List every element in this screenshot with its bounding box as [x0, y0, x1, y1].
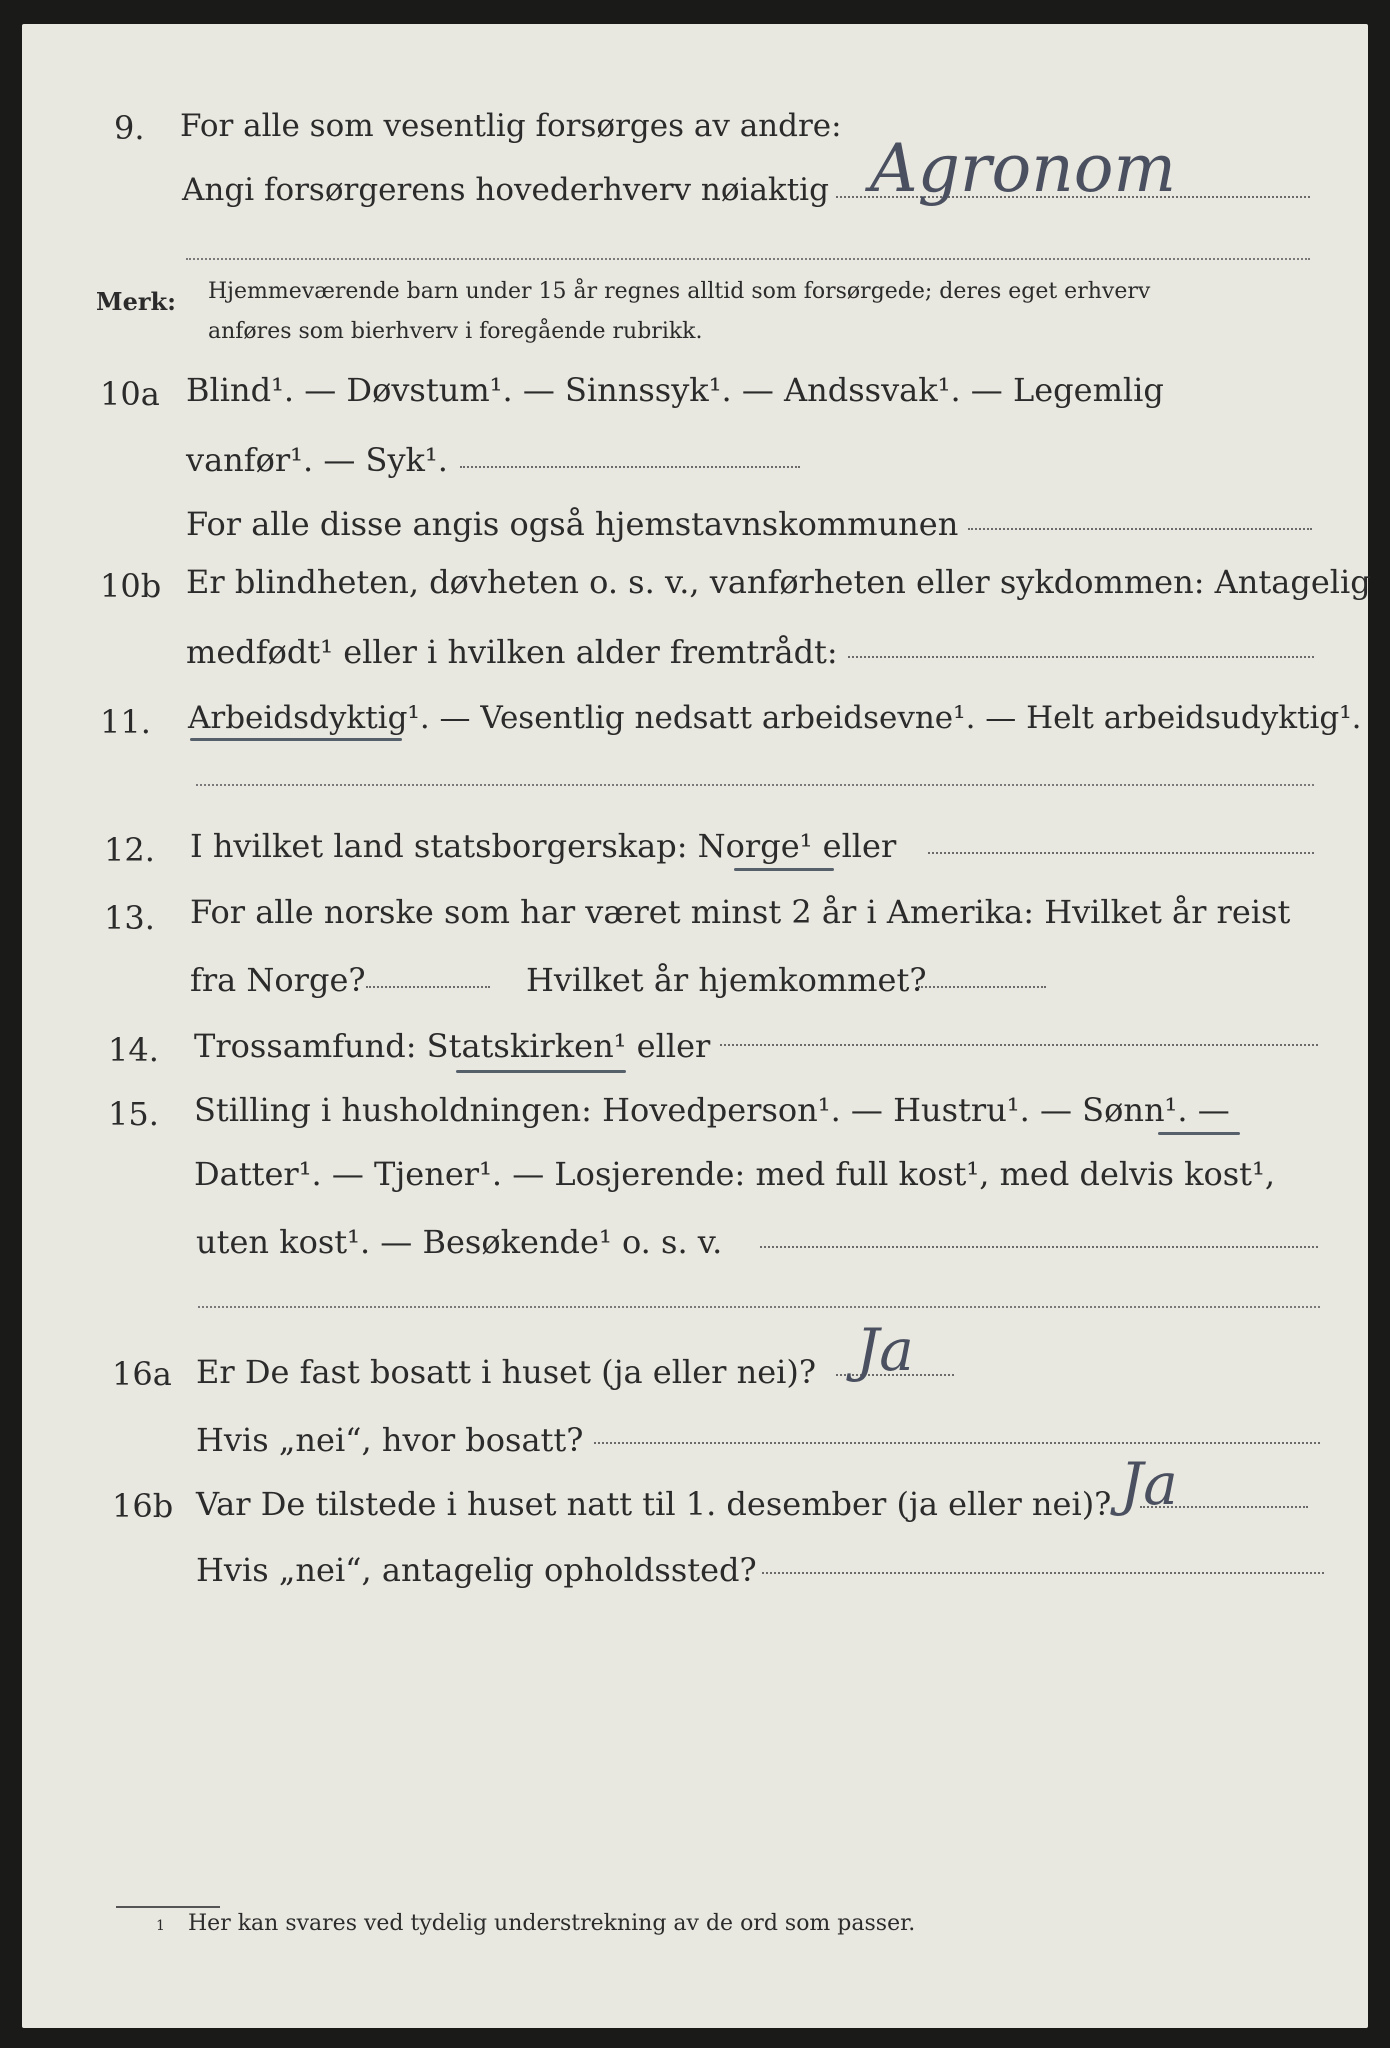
q9-line2: Angi forsørgerens hovederhverv nøiaktig [182, 172, 829, 208]
q11-underline-arbeidsdyktig [190, 738, 402, 741]
q13-line1: For alle norske som har været minst 2 år i Amerika: Hvilket år reist [190, 893, 1291, 931]
q15-line2: Datter¹. — Tjener¹. — Losjerende: med full kost¹, med delvis kost¹, [194, 1155, 1276, 1193]
question-number-10a: 10a [100, 375, 160, 413]
q13-reist-answer-line [366, 986, 490, 988]
question-number-11: 11. [100, 703, 151, 741]
q12-underline-norge [734, 868, 834, 871]
q16a-bosatt-answer-line [594, 1442, 1320, 1444]
q10a-line3: For alle disse angis også hjemstavnskommunen [186, 505, 959, 543]
question-number-16a: 16a [112, 1355, 172, 1393]
q12-line1: I hvilket land statsborgerskap: Norge¹ eller [190, 827, 897, 865]
question-number-10b: 10b [100, 567, 162, 605]
q9-line1: For alle som vesentlig forsørges av andre: [180, 108, 842, 144]
q9-handwritten-answer: Agronom [870, 130, 1177, 207]
q16b-line2: Hvis „nei“, antagelig opholdssted? [196, 1551, 757, 1589]
q16b-line1: Var De tilstede i huset natt til 1. desember (ja eller nei)? [196, 1485, 1112, 1523]
q10a-line1: Blind¹. — Døvstum¹. — Sinnssyk¹. — Andssvak¹. — Legemlig [186, 371, 1164, 409]
q11-extra-line [196, 784, 1314, 786]
q14-underline-statskirken [456, 1070, 626, 1073]
q16b-opholdssted-answer-line [762, 1572, 1324, 1574]
question-number-12: 12. [104, 831, 155, 869]
q10a-line2-answer-line [460, 466, 800, 468]
question-number-9: 9. [114, 109, 145, 147]
q10b-line2: medfødt¹ eller i hvilken alder fremtrådt: [186, 633, 838, 671]
footnote-mark: 1 [156, 1918, 165, 1934]
q16a-line2: Hvis „nei“, hvor bosatt? [196, 1421, 584, 1459]
merk-label: Merk: [96, 287, 176, 316]
merk-line1: Hjemmeværende barn under 15 år regnes alltid som forsørgede; deres eget erhverv [208, 279, 1151, 304]
question-number-13: 13. [104, 899, 155, 937]
q16a-line1: Er De fast bosatt i huset (ja eller nei)? [196, 1353, 817, 1391]
q15-line1: Stilling i husholdningen: Hovedperson¹. — Hustru¹. — Sønn¹. — [194, 1091, 1230, 1129]
q10b-line1: Er blindheten, døvheten o. s. v., vanførheten eller sykdommen: Antagelig [186, 563, 1371, 601]
q13-line2b: Hvilket år hjemkommet? [526, 961, 927, 999]
question-number-16b: 16b [112, 1487, 174, 1525]
q16a-handwritten-answer: Ja [856, 1316, 914, 1384]
q11-line1: Arbeidsdyktig¹. — Vesentlig nedsatt arbeidsevne¹. — Helt arbeidsudyktig¹. [188, 700, 1362, 736]
q14-answer-line [720, 1044, 1318, 1046]
q9-extra-line [186, 258, 1310, 260]
q10a-line3-answer-line [968, 528, 1312, 530]
footnote-text: Her kan svares ved tydelig understrekning av de ord som passer. [188, 1911, 916, 1936]
q15-underline-sonn [1158, 1132, 1240, 1135]
q13-hjemkommet-answer-line [918, 986, 1046, 988]
q12-answer-line [928, 852, 1314, 854]
q13-line2a: fra Norge? [190, 961, 366, 999]
q16b-handwritten-answer: Ja [1120, 1450, 1178, 1518]
q15-line3: uten kost¹. — Besøkende¹ o. s. v. [196, 1223, 723, 1261]
q10a-line2: vanfør¹. — Syk¹. [186, 441, 448, 479]
q10b-answer-line [848, 656, 1314, 658]
question-number-14: 14. [108, 1031, 159, 1069]
question-number-15: 15. [108, 1095, 159, 1133]
q14-line1: Trossamfund: Statskirken¹ eller [194, 1027, 711, 1065]
q15-extra-line [198, 1306, 1320, 1308]
q15-answer-line [760, 1246, 1318, 1248]
merk-line2: anføres som bierhverv i foregående rubrikk. [208, 319, 703, 344]
